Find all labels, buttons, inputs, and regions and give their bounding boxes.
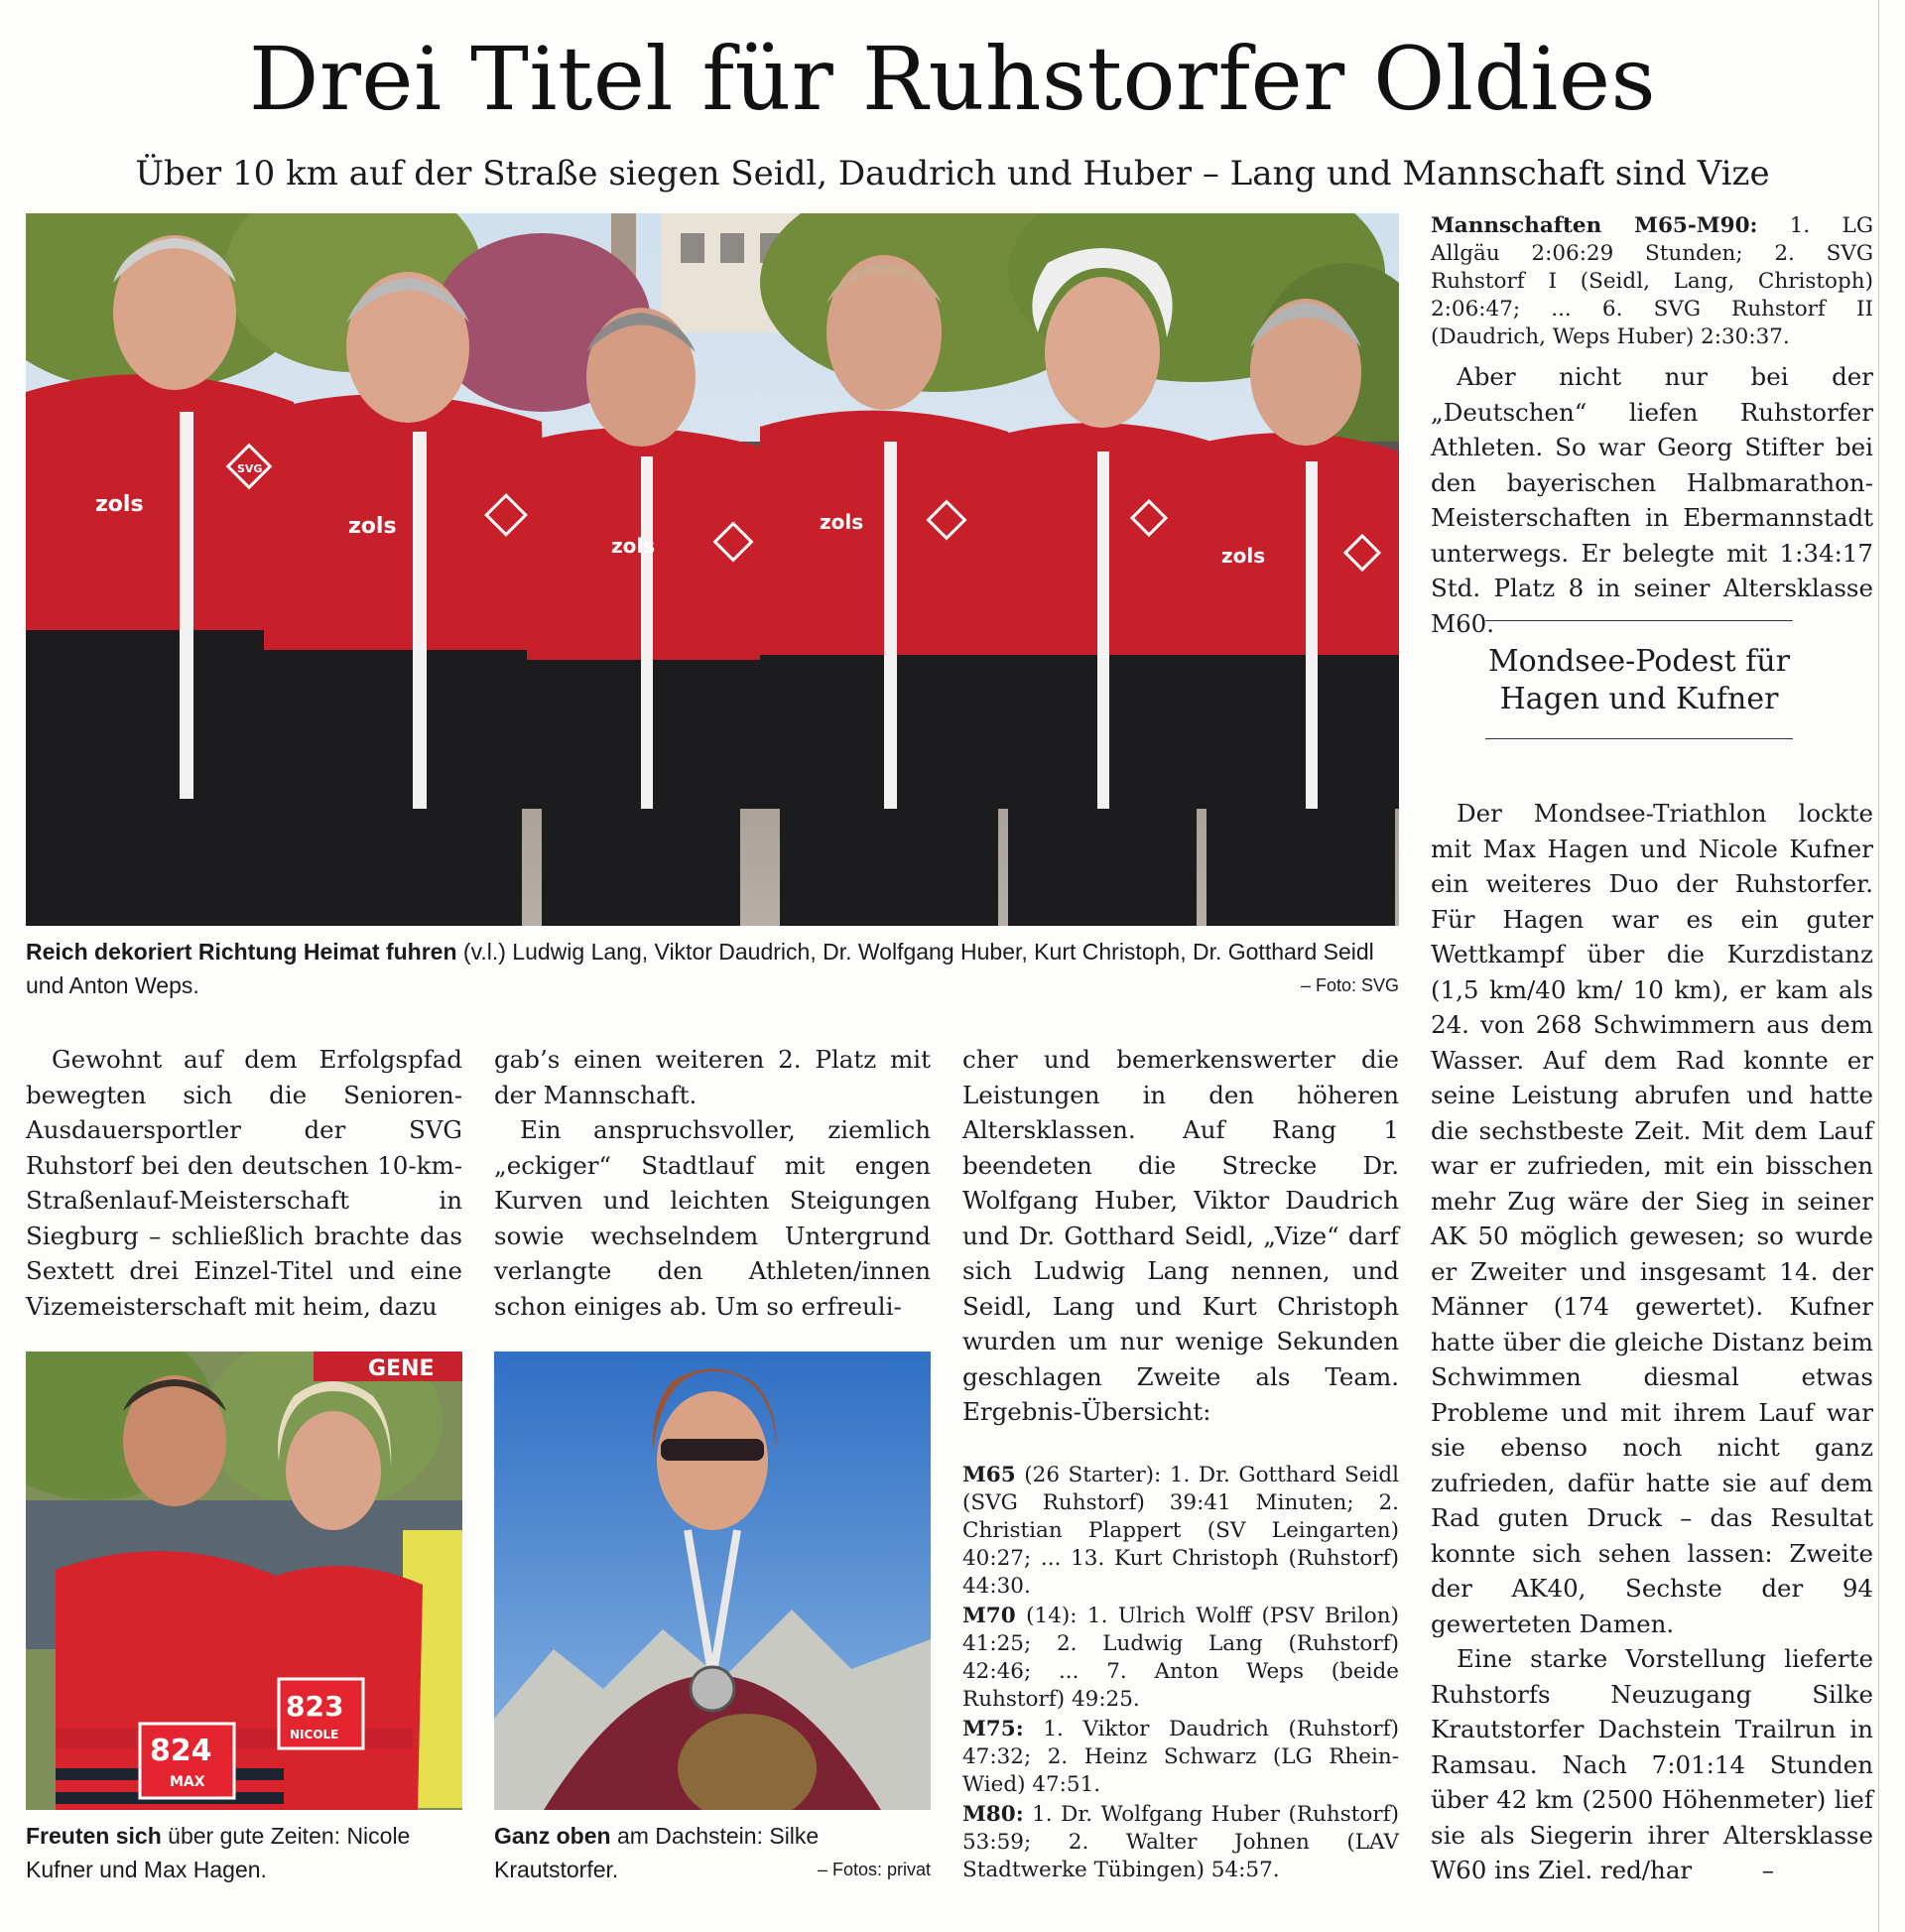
paragraph-results-intro: cher und bemerkenswerter die Leistungen in den höheren Altersklassen. Auf Rang 1 beendeten die Strecke Dr. Wolfgang Huber, Viktor Daudrich und Dr. Gotthard Seidl, „Vize“ darf sich Ludwig Lang nennen, und Seidl, Lang und Kurt Christoph wurden um nur wenige Sekunden geschlagen Zweite als Team. Ergebnis-Übersicht: [962, 1045, 1399, 1426]
runner-photo-caption: Ganz oben am Dachstein: Silke Krautstorfer. – Fotos: privat [494, 1819, 931, 1886]
paragraph-team: gab’s einen weiteren 2. Platz mit der Mannschaft. [494, 1045, 931, 1109]
svg-text:zols: zols [820, 510, 864, 534]
result-m80: M80: 1. Dr. Wolfgang Huber (Ruhstorf) 53:59; 2. Walter Johnen (LAV Stadtwerke Tübingen) 54:57. [962, 1801, 1399, 1882]
couple-photo-caption: Freuten sich über gute Zeiten: Nicole Kufner und Max Hagen. [26, 1823, 411, 1882]
subheadline: Über 10 km auf der Straße siegen Seidl, Daudrich und Huber – Lang und Mannschaft sind Vize [135, 154, 1770, 193]
sponsor-logo: zols [95, 492, 144, 517]
result-m65: M65 (26 Starter): 1. Dr. Gotthard Seidl (SVG Ruhstorf) 39:41 Minuten; 2. Christian Plappert (SV Leingarten) 40:27; ... 13. Kurt Christoph (Ruhstorf) 44:30. [962, 1462, 1399, 1599]
paragraph-halfmarathon: Aber nicht nur bei der „Deutschen“ liefen Ruhstorfer Athleten. So war Georg Stifter bei den bayerischen Halbmarathon-Meisterschaften in Ebermannstadt unterwegs. Er belegte mit 1:34:17 Std. Platz 8 in seiner Altersklasse M60. [1431, 362, 1873, 638]
paragraph-dachstein: Eine starke Vorstellung lieferte Ruhstorfs Neuzugang Silke Krautstorfer Dachstein Trailrun in Ramsau. Nach 7:01:14 Stunden über 42 km (2500 Höhenmeter) lief sie als Siegerin ihrer Altersklasse W60 ins Ziel. red/har – [1431, 1641, 1873, 1888]
bib-number-nicole: 823 [286, 1690, 344, 1723]
svg-text:NICOLE: NICOLE [290, 1728, 339, 1741]
result-m75: M75: 1. Viktor Daudrich (Ruhstorf) 47:32; 2. Heinz Schwarz (LG Rhein-Wied) 47:51. [962, 1716, 1399, 1797]
article-column-4-top [1431, 212, 1873, 641]
main-photo-credit: – Foto: SVG [1300, 975, 1399, 995]
runner-photo-credit: – Fotos: privat [817, 1860, 931, 1879]
club-badge: SVG [237, 462, 263, 475]
svg-text:zols: zols [1221, 544, 1266, 568]
result-m70: M70 (14): 1. Ulrich Wolff (PSV Brilon) 41:25; 2. Ludwig Lang (Ruhstorf) 42:46; ... 7. Anton Weps (beide Ruhstorf) 49:25. [962, 1603, 1399, 1712]
paragraph-intro: Gewohnt auf dem Erfolgspfad bewegten sich die Senioren-Ausdauersportler der SVG Ruhstorf bei den deutschen 10-km-Straßenlauf-Meisterschaft in Siegburg – schließlich brachte das Sextett drei Einzel-Titel und eine Vizemeisterschaft mit heim, dazu [26, 1045, 462, 1321]
main-team-photo [26, 213, 1399, 926]
headline: Drei Titel für Ruhstorfer Oldies [248, 28, 1657, 130]
bib-number-max: 824 [150, 1734, 212, 1768]
article-column-4-bottom [1431, 796, 1873, 1888]
runner-photo [494, 1352, 931, 1810]
article-column-1 [26, 1042, 462, 1324]
main-photo-caption: Reich dekoriert Richtung Heimat fuhren (v.l.) Ludwig Lang, Viktor Daudrich, Dr. Wolfgang Huber, Kurt Christoph, Dr. Gotthard Seidl und Anton Weps. – Foto: SVG [26, 935, 1399, 1002]
svg-text:MAX: MAX [170, 1774, 205, 1790]
article-column-3 [962, 1042, 1399, 1886]
result-teams: Mannschaften M65-M90: 1. LG Allgäu 2:06:29 Stunden; 2. SVG Ruhstorf I (Seidl, Lang, Christoph) 2:06:47; ... 6. SVG Ruhstorf II (Daudrich, Weps Huber) 2:30:37. [1431, 213, 1873, 349]
couple-photo [26, 1352, 462, 1810]
paragraph-course: Ein anspruchsvoller, ziemlich „eckiger“ Stadtlauf mit engen Kurven und leichten Steigungen sowie wechselndem Untergrund verlangte den Athleten/innen schon einiges ab. Um so erfreuli- [494, 1115, 931, 1321]
svg-text:zols: zols [348, 514, 397, 539]
event-banner: GENE [368, 1356, 435, 1381]
section-heading-mondsee: Mondsee-Podest für Hagen und Kufner [1485, 620, 1793, 739]
paragraph-mondsee: Der Mondsee-Triathlon lockte mit Max Hagen und Nicole Kufner ein weiteres Duo der Ruhstorfer. Für Hagen war es ein guter Wettkampf über die Kurzdistanz (1,5 km/40 km/ 10 km), er kam als 24. von 268 Schwimmern aus dem Wasser. Auf dem Rad konnte er seine Leistung abrufen und hatte die sechstbeste Zeit. Mit dem Lauf war er zufrieden, mit ein bisschen mehr Zug wäre der Sieg in seiner AK 50 möglich gewesen; so wurde er Zweiter und insgesamt 14. der Männer (174 gewertet). Kufner hatte über die gleiche Distanz beim Schwimmen diesmal etwas Probleme und mit ihrem Lauf war sie ebenso noch nicht ganz zufrieden, dafür hatte sie auf dem Rad guten Druck – das Resultat konnte sich sehen lassen: Zweite der AK40, Sechste der 94 gewerteten Damen. [1431, 799, 1873, 1638]
svg-text:zols: zols [611, 534, 656, 558]
end-mark: – [1761, 1856, 1774, 1884]
page-edge-rule [1878, 0, 1879, 1932]
article-column-2 [494, 1042, 931, 1324]
